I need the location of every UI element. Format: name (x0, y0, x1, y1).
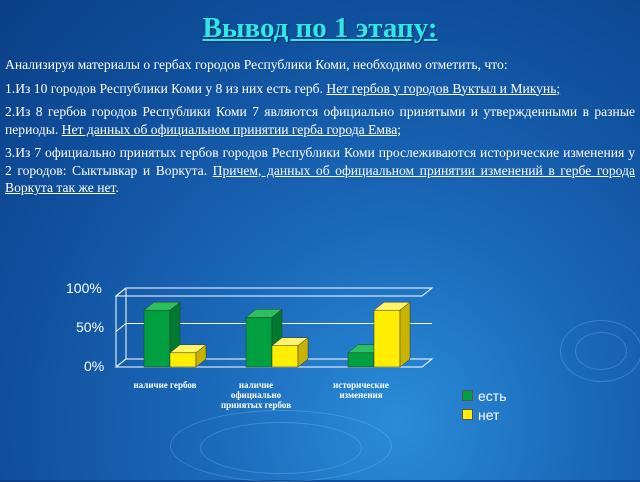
category-label: наличие официально принятых гербов (220, 380, 292, 410)
bar-нет-1 (272, 346, 298, 367)
category-label: исторические изменения (333, 380, 389, 400)
bar-есть-1 (246, 317, 272, 367)
bar-side-нет-2 (400, 302, 410, 367)
y-tick-label: 100% (66, 280, 102, 296)
bar-нет-0 (170, 353, 196, 367)
point-2-text: 2.Из 8 гербов городов Республики Коми 7 являются официально принятыми и утвержденными в разные периоды. (5, 104, 635, 137)
point-1 (5, 80, 635, 98)
category-label: наличие гербов (133, 380, 197, 390)
legend-item-no (462, 405, 507, 424)
legend-label-no: нет (478, 406, 500, 423)
point-1-text: 1.Из 10 городов Республики Коми у 8 из них есть герб. (5, 80, 327, 96)
bar-нет-2 (374, 310, 400, 367)
point-2-emphasis: Нет данных об официальном принятии герба города Емва; (61, 121, 402, 137)
intro-text: Анализируя материалы о гербах городов Республики Коми, необходимо отметить, что: (5, 57, 508, 72)
gridline (116, 288, 432, 296)
legend-swatch-yes (462, 390, 473, 401)
point-3-tail: . (115, 180, 119, 195)
ripple-decoration (575, 332, 627, 370)
bar-есть-0 (144, 310, 170, 367)
point-3 (5, 144, 635, 197)
y-tick-label: 0% (84, 358, 105, 374)
point-1-emphasis: Нет гербов у городов Вуктыл и Микунь; (326, 80, 561, 96)
chart-top-edge (116, 288, 432, 296)
slide-title: Вывод по 1 этапу: (202, 12, 438, 44)
point-3-text: 3.Из 7 официально принятых гербов городов Республики Коми прослеживаются исторические изменения у 2 городов: Сыктывкар и Воркута. (5, 145, 635, 178)
chart-legend (462, 386, 507, 424)
legend-label-yes: есть (478, 387, 507, 404)
legend-item-yes (462, 386, 507, 405)
bar-есть-2 (348, 353, 374, 367)
legend-swatch-no (462, 409, 473, 420)
y-tick-label: 50% (76, 319, 105, 335)
slide-body (5, 56, 635, 203)
point-2 (5, 103, 635, 138)
point-3-emphasis: Причем, данных об официальном принятии изменений в гербе города Воркута так же нет (5, 162, 635, 195)
